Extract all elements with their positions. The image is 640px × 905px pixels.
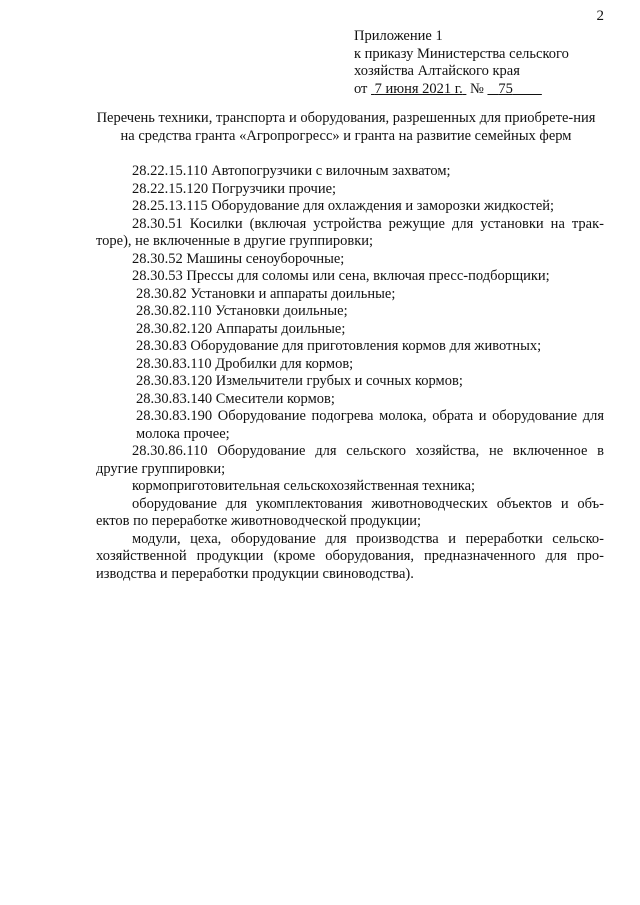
number-sign: №: [470, 80, 484, 97]
list-item: 28.30.82.120 Аппараты доильные;: [136, 320, 346, 337]
list-item: 28.30.83.190 Оборудование подогрева молока, обрата и оборудование для молока прочее;: [136, 408, 604, 442]
list-item: 28.30.83 Оборудование для приготовления кормов для животных;: [136, 338, 542, 354]
appendix-ministry-line: хозяйства Алтайского края: [354, 63, 520, 79]
appendix-order-line: к приказу Министерства сельского: [354, 45, 569, 62]
list-item: 28.30.53 Прессы для соломы или сена, включая пресс-подборщики;: [132, 268, 550, 284]
appendix-title: Приложение 1: [354, 28, 443, 44]
list-item: 28.30.82.110 Установки доильные;: [136, 303, 348, 319]
list-item: 28.30.51 Косилки (включая устройства режущие для установки на трак-торе), не включенные в другие группировки;: [96, 215, 604, 249]
list-item: 28.25.13.115 Оборудование для охлаждения и заморозки жидкостей;: [132, 198, 555, 214]
list-item: 28.22.15.120 Погрузчики прочие;: [132, 180, 337, 197]
list-item: 28.30.83.110 Дробилки для кормов;: [136, 355, 354, 372]
list-item: 28.30.52 Машины сеноуборочные;: [132, 250, 345, 267]
order-date: 7 июня 2021 г.: [374, 80, 463, 97]
document-title: Перечень техники, транспорта и оборудования, разрешенных для приобрете-ния на средства гранта «Агропрогресс» и гранта на развитие семейных ферм: [96, 110, 596, 144]
list-item: 28.30.82 Установки и аппараты доильные;: [136, 285, 396, 302]
page-number: 2: [596, 8, 604, 24]
list-item: 28.30.83.120 Измельчители грубых и сочных кормов;: [136, 373, 463, 389]
list-item: 28.30.83.140 Смесители кормов;: [136, 390, 335, 407]
list-item: кормоприготовительная сельскохозяйственная техника;: [132, 478, 476, 494]
appendix-date-line: [354, 81, 614, 99]
equipment-list: [96, 163, 604, 583]
appendix-block: [354, 28, 614, 98]
list-item: оборудование для укомплектования животноводческих объектов и объ-ектов по переработке животноводческой продукции;: [96, 495, 604, 529]
list-item: модули, цеха, оборудование для производства и переработки сельско-хозяйственной продукции (кроме оборудования, предназначенного для про-изводства и переработки продукции свиноводства).: [96, 530, 604, 582]
date-prefix: от: [354, 80, 368, 97]
list-item: 28.30.86.110 Оборудование для сельского хозяйства, не включенное в другие группировки;: [96, 443, 604, 477]
order-number: 75: [498, 80, 513, 97]
list-item: 28.22.15.110 Автопогрузчики с вилочным захватом;: [132, 163, 451, 179]
